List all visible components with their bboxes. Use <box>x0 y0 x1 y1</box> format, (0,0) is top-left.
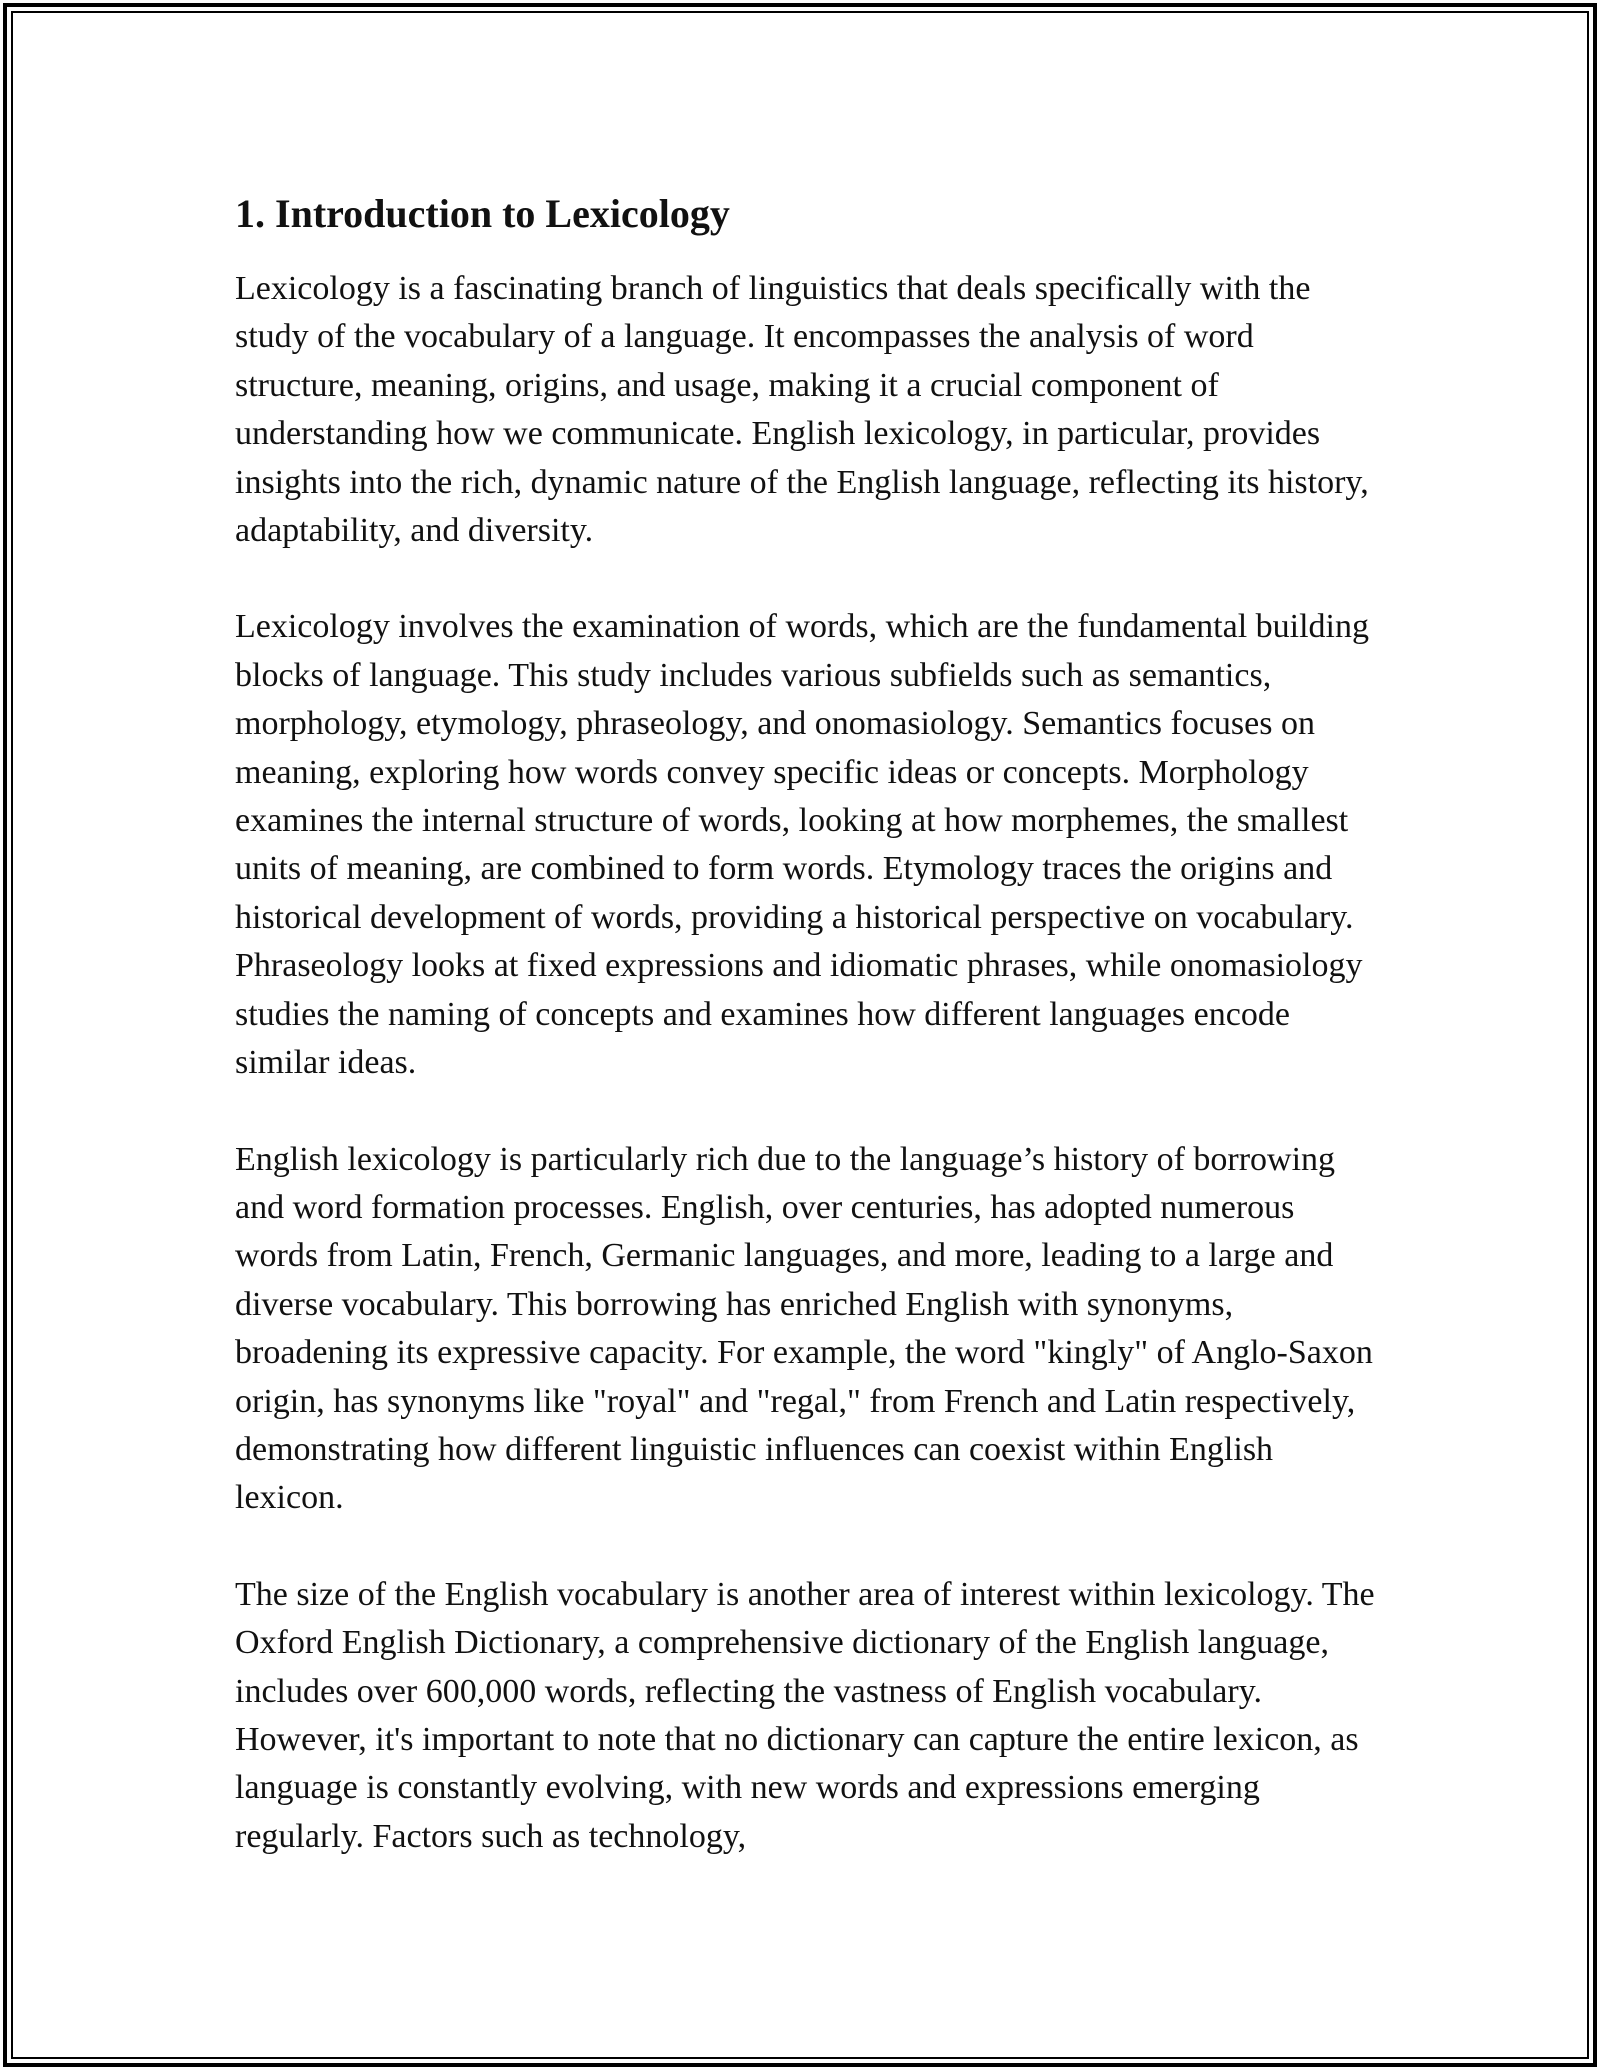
paragraph-3: English lexicology is particularly rich due to the language’s history of borrowing and word formation processes. English, over centuries, has adopted numerous words from Latin, French, Germanic languages, and more, leading to a large and diverse vocabulary. This borrowing has enriched English with synonyms, broadening its expressive capacity. For example, the word "kingly" of Anglo-Saxon origin, has synonyms like "royal" and "regal," from French and Latin respectively, demonstrating how different linguistic influences can coexist within English lexicon. <box>235 1140 1373 1517</box>
paragraph-2: Lexicology involves the examination of words, which are the fundamental building blocks of language. This study includes various subfields such as semantics, morphology, etymology, phraseology, and onomasiology. Semantics focuses on meaning, exploring how words convey specific ideas or concepts. Morphology examines the internal structure of words, looking at how morphemes, the smallest units of meaning, are combined to form words. Etymology traces the origins and historical development of words, providing a historical perspective on vocabulary. Phraseology looks at fixed expressions and idiomatic phrases, while onomasiology studies the naming of concepts and examines how different languages encode similar ideas. <box>235 608 1369 1082</box>
paragraph-1: Lexicology is a fascinating branch of linguistics that deals specifically with the study of the vocabulary of a language. It encompasses the analysis of word structure, meaning, origins, and usage, making it a crucial component of understanding how we communicate. English lexicology, in particular, provides insights into the rich, dynamic nature of the English language, reflecting its history, adaptability, and diversity. <box>235 270 1369 550</box>
document-body <box>235 185 1375 1909</box>
paragraph-4: The size of the English vocabulary is another area of interest within lexicology. The Oxford English Dictionary, a comprehensive dictionary of the English language, includes over 600,000 words, reflecting the vastness of English vocabulary. However, it's important to note that no dictionary can capture the entire lexicon, as language is constantly evolving, with new words and expressions emerging regularly. Factors such as technology, <box>235 1575 1375 1855</box>
section-heading: 1. Introduction to Lexicology <box>235 191 730 236</box>
